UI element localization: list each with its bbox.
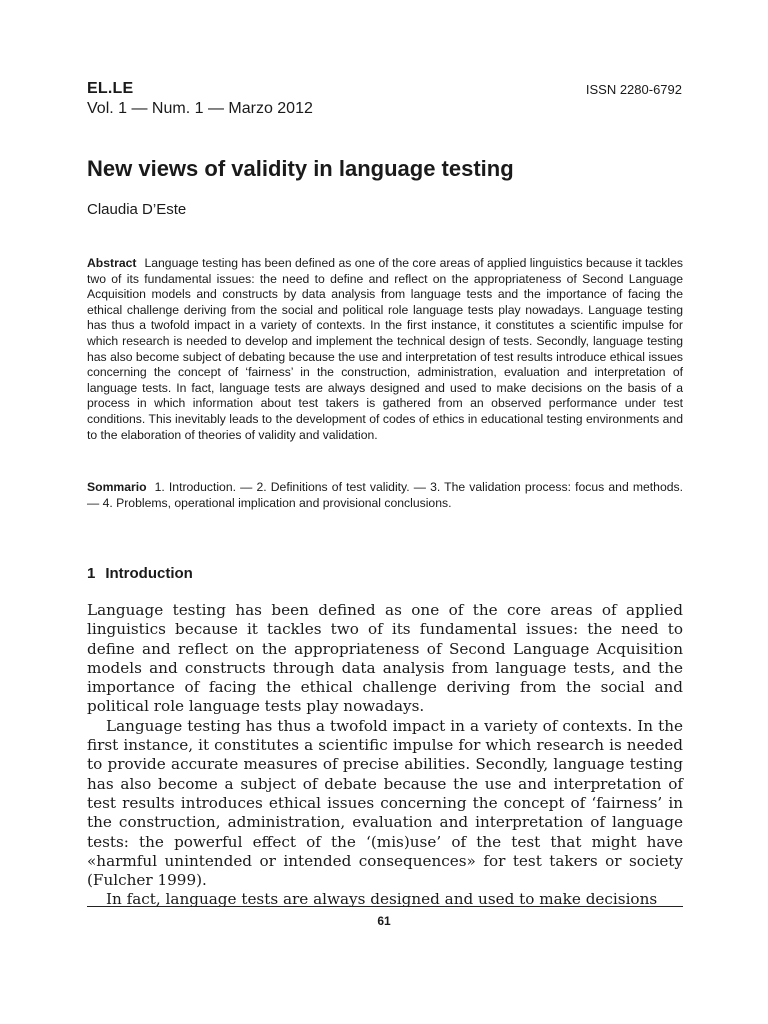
page-number: 61 (377, 914, 391, 928)
issn: ISSN 2280-6792 (585, 82, 682, 97)
footer-divider (87, 906, 683, 907)
section-heading (87, 565, 193, 582)
abstract (87, 256, 683, 443)
volume-issue-date: Vol. 1 — Num. 1 — Marzo 2012 (87, 100, 313, 117)
author-name: Claudia D’Este (87, 201, 187, 218)
article-title: New views of validity in language testing (87, 156, 514, 181)
section-number: 1 (87, 565, 96, 582)
abstract-label: Abstract (87, 256, 137, 270)
sommario-label: Sommario (87, 480, 147, 494)
body-paragraph: Language testing has been defined as one of the core areas of applied linguistics because it tackles two of its fundamental issues: the need to define and reflect on the appropriateness of Second Language Acquisition models and constructs through data analysis from language tests, and the importance of facing the ethical challenge deriving from the social and political role language tests play nowadays. (87, 601, 683, 716)
abstract-text: Language testing has been defined as one of the core areas of applied linguistics because it tackles two of its fundamental issues: the need to define and reflect on the appropriateness of Second Language Acquisition models and constructs by data analysis from language tests and the importance of facing the ethical challenge deriving from the social and political role language tests play nowadays. Language testing has thus a twofold impact in a variety of contexts. In the first instance, it constitutes a scientific impulse for which research is needed to develop and implement the technical design of tests. Secondly, language testing has also become subject of debating because the use and interpretation of test results introduce ethical issues concerning the concept of ‘fairness’ in the construction, administration, evaluation and interpretation of language tests. In fact, language tests are always designed and used to make decisions on the basis of a process in which information about test takers is gathered from an observed performance under test conditions. This inevitably leads to the development of codes of ethics in educational testing environments and to the elaboration of theories of validity and validation. (87, 256, 683, 442)
sommario (87, 479, 683, 511)
section-title: Introduction (105, 565, 193, 582)
body-text (87, 601, 683, 910)
body-paragraph: In fact, language tests are always designed and used to make decisions (106, 890, 658, 909)
body-paragraph: Language testing has thus a twofold impact in a variety of contexts. In the first instance, it constitutes a scientific impulse for which research is needed to provide accurate measures of precise abilities. Secondly, language testing has also become a subject of debate because the use and interpretation of test results introduces ethical issues concerning the concept of ‘fairness’ in the construction, administration, evaluation and interpretation of language tests: the powerful effect of the ‘(mis)use’ of the test that might have «harmful unintended or intended consequences» for test takers or society (Fulcher 1999). (87, 716, 683, 890)
sommario-text: 1. Introduction. — 2. Definitions of test validity. — 3. The validation process: focus and methods. — 4. Problems, operational implication and provisional conclusions. (87, 480, 683, 510)
journal-name: EL.LE (87, 80, 134, 97)
